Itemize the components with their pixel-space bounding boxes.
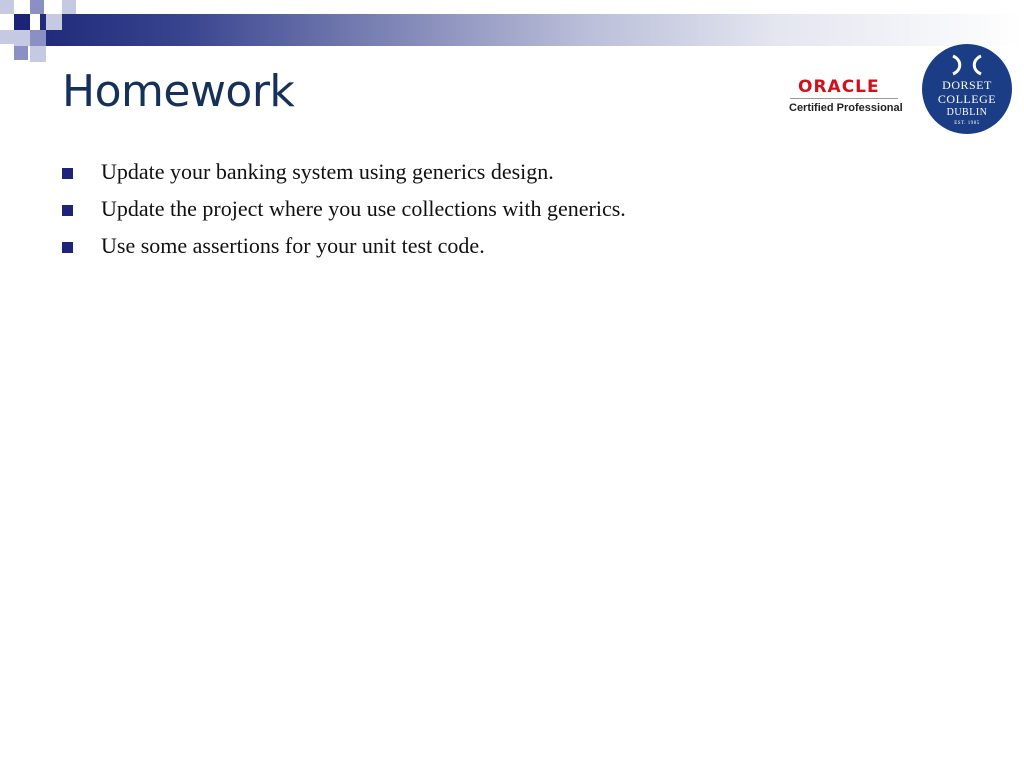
decor-square	[14, 46, 28, 60]
bullet-text: Use some assertions for your unit test code.	[101, 233, 485, 258]
dorset-mark-icon	[950, 54, 984, 76]
bullet-text: Update your banking system using generics design.	[101, 159, 554, 184]
decor-square	[30, 0, 44, 14]
square-bullet-icon	[62, 168, 73, 179]
oracle-subtitle: Certified Professional	[789, 102, 903, 114]
list-item	[62, 195, 626, 232]
decor-square	[62, 0, 76, 14]
seal-text-line: EST. 1985	[954, 121, 980, 126]
list-item	[62, 158, 626, 195]
header-gradient-band	[40, 14, 1024, 46]
seal-text-line: COLLEGE	[937, 92, 997, 106]
oracle-certified-logo	[784, 74, 904, 118]
square-bullet-icon	[62, 242, 73, 253]
decor-square	[30, 46, 46, 62]
list-item	[62, 232, 626, 269]
square-bullet-icon	[62, 205, 73, 216]
divider	[790, 98, 898, 99]
bullet-text: Update the project where you use collections with generics.	[101, 196, 626, 221]
seal-text-line: DUBLIN	[946, 107, 988, 118]
decor-square	[30, 30, 46, 46]
oracle-wordmark: ORACLE	[798, 77, 880, 97]
seal-text-line: DORSET	[942, 78, 992, 92]
slide-title: Homework	[62, 66, 295, 117]
dorset-college-logo	[922, 44, 1012, 134]
decor-square	[46, 14, 62, 30]
decor-square	[14, 14, 30, 30]
decor-square	[14, 30, 30, 46]
decor-square	[0, 0, 14, 14]
bullet-list	[62, 158, 626, 269]
decor-square	[0, 30, 14, 44]
